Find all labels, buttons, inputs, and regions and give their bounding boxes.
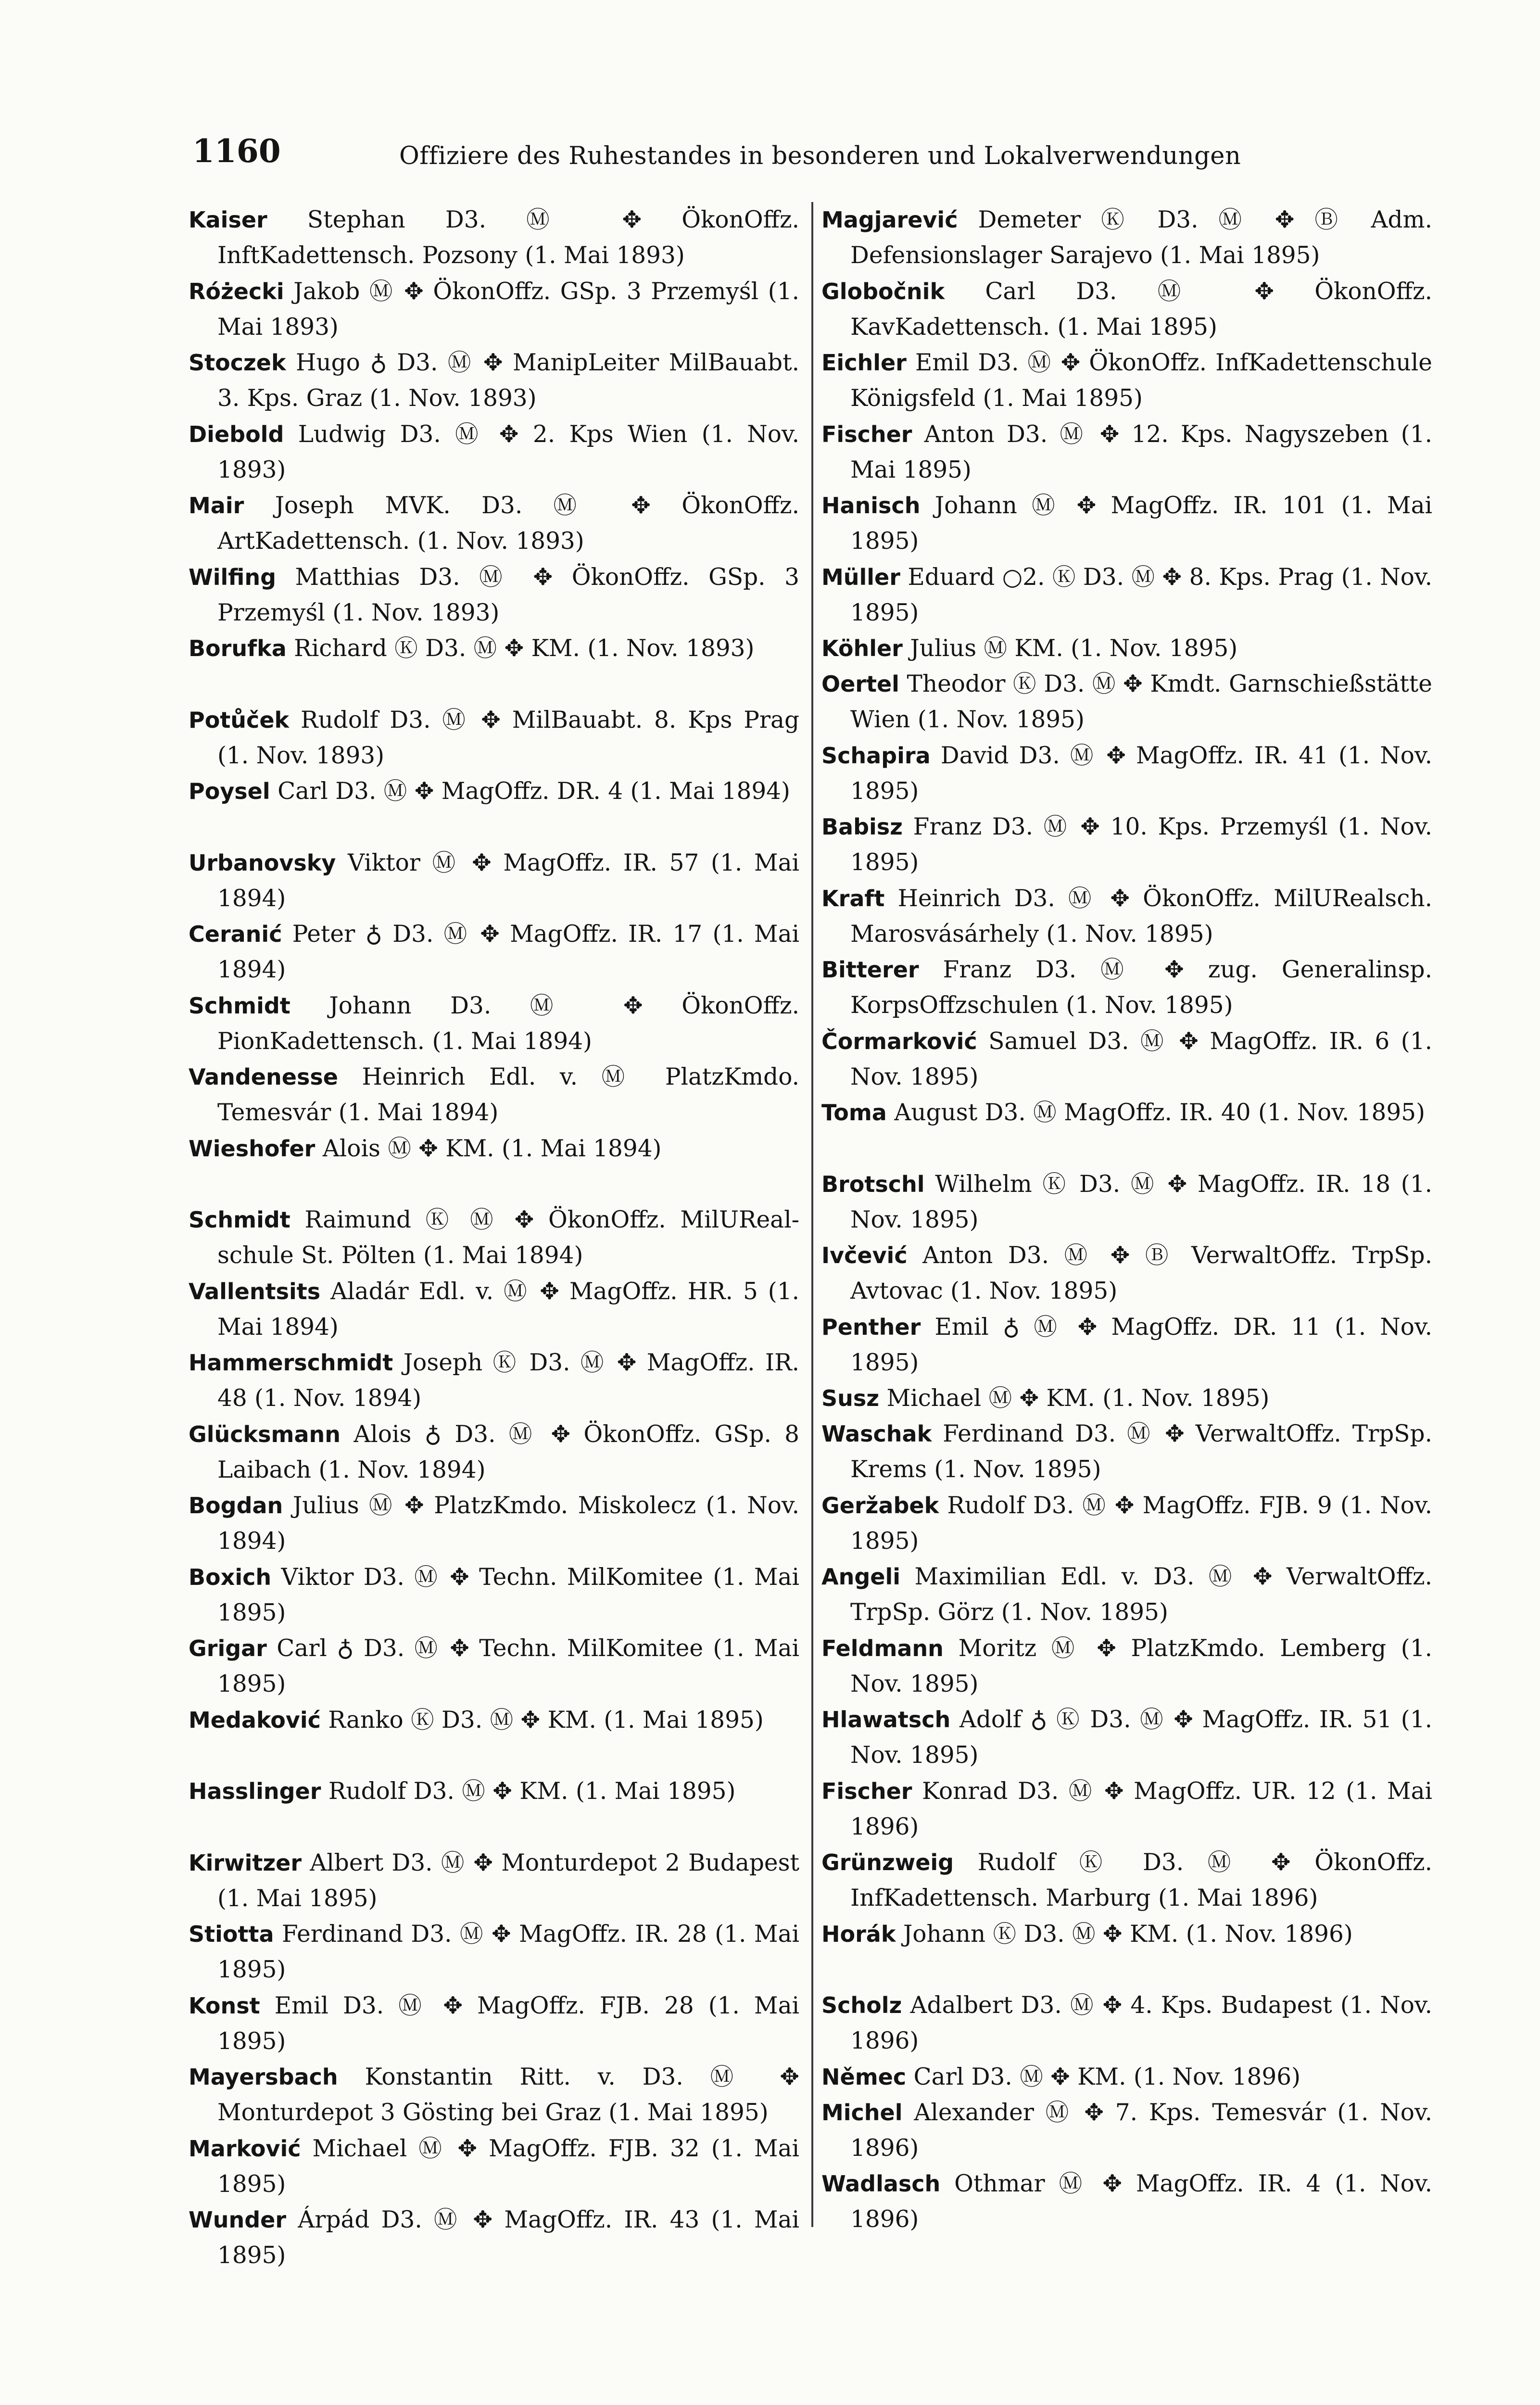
officer-surname: Müller — [821, 564, 900, 590]
officer-details: Konrad D3. Ⓜ ✥ MagOffz. UR. 12 (1. Mai 1896) — [850, 1777, 1432, 1840]
list-item — [821, 345, 1432, 417]
officer-details: Viktor D3. Ⓜ ✥ Techn. MilKomitee (1. Mai 1895) — [217, 1563, 799, 1626]
officer-details: Julius Ⓜ KM. (1. Nov. 1895) — [910, 635, 1238, 662]
list-item — [821, 1916, 1432, 1988]
officer-details: Othmar Ⓜ ✥ MagOffz. IR. 4 (1. Nov. 1896) — [850, 2170, 1432, 2233]
officer-surname: Potůček — [189, 707, 290, 733]
officer-details: Michael Ⓜ ✥ MagOffz. FJB. 32 (1. Mai 1895) — [217, 2135, 799, 2198]
officer-details: Joseph MVK. D3. Ⓜ ✥ ÖkonOffz. ArtKadettensch. (1. Nov. 1893) — [217, 492, 799, 555]
list-item — [189, 1773, 799, 1845]
officer-surname: Brotschl — [821, 1171, 925, 1197]
officer-surname: Feldmann — [821, 1635, 944, 1661]
officer-surname: Vallentsits — [189, 1278, 321, 1304]
officer-surname: Hasslinger — [189, 1778, 321, 1804]
list-item — [821, 2095, 1432, 2166]
officer-surname: Köhler — [821, 635, 903, 661]
list-item — [821, 417, 1432, 488]
officer-details: Rudolf D3. Ⓜ ✥ KM. (1. Mai 1895) — [328, 1778, 736, 1805]
list-item — [821, 274, 1432, 345]
list-item — [821, 1416, 1432, 1488]
officer-surname: Globočnik — [821, 278, 945, 304]
officer-details: Richard Ⓚ D3. Ⓜ ✥ KM. (1. Nov. 1893) — [294, 635, 755, 662]
list-item — [821, 952, 1432, 1024]
officer-details: Adalbert D3. Ⓜ ✥ 4. Kps. Budapest (1. Nov. 1896) — [850, 1992, 1432, 2054]
list-item — [189, 1988, 799, 2060]
list-item — [189, 274, 799, 345]
officer-surname: Wilfing — [189, 564, 277, 590]
officer-details: Carl D3. Ⓜ ✥ MagOffz. DR. 4 (1. Mai 1894) — [278, 778, 790, 805]
list-item — [821, 1095, 1432, 1166]
officer-surname: Hammerschmidt — [189, 1350, 393, 1376]
list-item — [821, 666, 1432, 738]
officer-details: Johann Ⓜ ✥ MagOffz. IR. 101 (1. Mai 1895) — [850, 492, 1432, 555]
officer-surname: Glücksmann — [189, 1421, 341, 1447]
officer-surname: Bitterer — [821, 957, 919, 983]
officer-surname: Kraft — [821, 885, 885, 911]
officer-details: Alois ♁ D3. Ⓜ ✥ ÖkonOffz. GSp. 8 Laibach (1. Nov. 1894) — [217, 1420, 799, 1483]
list-item — [821, 1631, 1432, 1702]
officer-surname: Ceranić — [189, 921, 282, 947]
officer-surname: Hanisch — [821, 493, 921, 519]
officer-surname: Scholz — [821, 1992, 902, 2018]
officer-details: Rudolf Ⓚ D3. Ⓜ ✥ ÖkonOffz. InfKadettensch. Marburg (1. Mai 1896) — [850, 1849, 1432, 1911]
officer-details: Ferdinand D3. Ⓜ ✥ VerwaltOffz. TrpSp. Krems (1. Nov. 1895) — [850, 1420, 1432, 1483]
list-item — [189, 916, 799, 988]
officer-details: Aladár Edl. v. Ⓜ ✥ MagOffz. HR. 5 (1. Mai 1894) — [217, 1278, 799, 1341]
officer-details: Samuel D3. Ⓜ ✥ MagOffz. IR. 6 (1. Nov. 1895) — [850, 1027, 1432, 1090]
officer-details: Heinrich Edl. v. Ⓜ PlatzKmdo. Temesvár (1. Mai 1894) — [217, 1063, 799, 1126]
officer-details: Ludwig D3. Ⓜ ✥ 2. Kps Wien (1. Nov. 1893) — [217, 420, 799, 483]
list-item — [189, 845, 799, 917]
list-item — [821, 559, 1432, 631]
officer-surname: Marković — [189, 2135, 301, 2162]
officer-surname: Toma — [821, 1100, 887, 1126]
officer-surname: Schmidt — [189, 992, 290, 1019]
officer-surname: Magjarević — [821, 207, 958, 233]
list-item — [821, 1380, 1432, 1416]
officer-details: Maximilian Edl. v. D3. Ⓜ ✥ VerwaltOffz. TrpSp. Görz (1. Nov. 1895) — [850, 1563, 1432, 1626]
officer-details: Emil D3. Ⓜ ✥ ÖkonOffz. InfKadettenschule Königsfeld (1. Mai 1895) — [850, 349, 1432, 412]
list-item — [189, 1059, 799, 1131]
list-item — [189, 988, 799, 1060]
officer-surname: Geržabek — [821, 1492, 939, 1519]
list-item — [821, 2059, 1432, 2095]
officer-details: Johann Ⓚ D3. Ⓜ ✥ KM. (1. Nov. 1896) — [903, 1920, 1353, 1948]
officer-details: Ranko Ⓚ D3. Ⓜ ✥ KM. (1. Mai 1895) — [328, 1706, 764, 1734]
officer-surname: Schapira — [821, 742, 931, 769]
officer-surname: Schmidt — [189, 1207, 290, 1233]
officer-details: August D3. Ⓜ MagOffz. IR. 40 (1. Nov. 1895) — [894, 1099, 1426, 1126]
officer-details: Viktor Ⓜ ✥ MagOffz. IR. 57 (1. Mai 1894) — [217, 849, 799, 912]
officer-surname: Kirwitzer — [189, 1849, 302, 1876]
officer-details: Raimund Ⓚ Ⓜ ✥ ÖkonOffz. MilURealschule St. Pölten (1. Mai 1894) — [217, 1206, 799, 1269]
officer-details: Stephan D3. Ⓜ ✥ ÖkonOffz. InftKadettensch. Pozsony (1. Mai 1893) — [217, 206, 799, 269]
list-item — [189, 2131, 799, 2202]
officer-surname: Čormarković — [821, 1028, 977, 1054]
officer-surname: Urbanovsky — [189, 849, 336, 876]
list-item — [821, 1238, 1432, 1309]
officer-surname: Wadlasch — [821, 2171, 941, 2197]
officer-details: Eduard ○2. Ⓚ D3. Ⓜ ✥ 8. Kps. Prag (1. Nov. 1895) — [850, 563, 1432, 626]
officer-surname: Boxich — [189, 1564, 272, 1590]
officer-details: Joseph Ⓚ D3. Ⓜ ✥ MagOffz. IR. 48 (1. Nov. 1894) — [217, 1349, 799, 1412]
officer-surname: Michel — [821, 2099, 903, 2126]
list-item — [189, 1345, 799, 1417]
list-item — [189, 1631, 799, 1702]
officer-surname: Penther — [821, 1314, 921, 1340]
running-title: Offiziere des Ruhestandes in besonderen und Lokalverwendungen — [399, 142, 1241, 170]
officer-details: Anton D3. Ⓜ ✥ 12. Kps. Nagyszeben (1. Mai 1895) — [850, 420, 1432, 483]
officer-details: Albert D3. Ⓜ ✥ Monturdepot 2 Budapest (1. Mai 1895) — [217, 1849, 799, 1912]
officer-surname: Fischer — [821, 421, 912, 447]
officer-details: Rudolf D3. Ⓜ ✥ MagOffz. FJB. 9 (1. Nov. 1895) — [850, 1492, 1432, 1555]
officer-surname: Różecki — [189, 278, 284, 304]
list-item — [821, 1845, 1432, 1916]
officer-details: Ferdinand D3. Ⓜ ✥ MagOffz. IR. 28 (1. Mai 1895) — [217, 1921, 799, 1983]
list-item — [189, 1559, 799, 1631]
list-item — [189, 1916, 799, 1988]
officer-details: Rudolf D3. Ⓜ ✥ MilBauabt. 8. Kps Prag (1. Nov. 1893) — [217, 706, 799, 769]
officer-surname: Hlawatsch — [821, 1707, 951, 1733]
officer-details: Anton D3. Ⓜ ✥ Ⓑ VerwaltOffz. TrpSp. Avtovac (1. Nov. 1895) — [850, 1242, 1432, 1304]
list-item — [821, 631, 1432, 666]
list-item — [189, 773, 799, 845]
list-item — [189, 1274, 799, 1345]
officer-surname: Eichler — [821, 350, 907, 376]
officer-details: Carl D3. Ⓜ ✥ KM. (1. Nov. 1896) — [913, 2063, 1301, 2090]
list-item — [821, 1024, 1432, 1095]
officer-surname: Wieshofer — [189, 1135, 316, 1162]
officer-surname: Bogdan — [189, 1493, 283, 1519]
officer-surname: Angeli — [821, 1564, 901, 1590]
officer-details: Jakob Ⓜ ✥ ÖkonOffz. GSp. 3 Przemyśl (1. Mai 1893) — [217, 278, 799, 341]
officer-surname: Konst — [189, 1992, 260, 2019]
officer-surname: Stiotta — [189, 1921, 274, 1947]
list-item — [821, 1309, 1432, 1381]
list-item — [821, 738, 1432, 810]
list-item — [189, 417, 799, 488]
list-item — [821, 202, 1432, 274]
officer-surname: Oertel — [821, 671, 899, 697]
officer-surname: Grünzweig — [821, 1849, 954, 1875]
list-item — [189, 631, 799, 702]
officer-surname: Poysel — [189, 778, 270, 804]
officer-details: Adolf ♁ Ⓚ D3. Ⓜ ✥ MagOffz. IR. 51 (1. Nov. 1895) — [850, 1706, 1432, 1769]
list-item — [821, 1773, 1432, 1845]
list-item — [189, 345, 799, 417]
list-item — [189, 2202, 799, 2274]
officer-details: Konstantin Ritt. v. D3. Ⓜ ✥ Monturdepot 3 Gösting bei Graz (1. Mai 1895) — [217, 2063, 799, 2126]
officer-surname: Vandenesse — [189, 1064, 338, 1090]
list-item — [189, 202, 799, 274]
officer-details: Johann D3. Ⓜ ✥ ÖkonOffz. PionKadettensch. (1. Mai 1894) — [217, 992, 799, 1055]
list-item — [189, 1202, 799, 1274]
officer-details: Peter ♁ D3. Ⓜ ✥ MagOffz. IR. 17 (1. Mai 1894) — [217, 921, 799, 983]
column-divider — [811, 202, 813, 2227]
officer-details: Franz D3. Ⓜ ✥ zug. Generalinsp. KorpsOffzschulen (1. Nov. 1895) — [850, 956, 1432, 1019]
list-item — [189, 1702, 799, 1774]
list-item — [189, 702, 799, 774]
officer-surname: Mair — [189, 493, 244, 519]
officer-surname: Waschak — [821, 1421, 932, 1447]
page-header — [192, 132, 1241, 180]
left-column — [189, 202, 799, 2274]
page-number: 1160 — [192, 132, 281, 170]
list-item — [821, 881, 1432, 952]
list-item — [821, 1488, 1432, 1559]
officer-surname: Grigar — [189, 1635, 267, 1661]
officer-surname: Susz — [821, 1385, 880, 1411]
officer-surname: Borufka — [189, 635, 287, 661]
officer-details: Alexander Ⓜ ✥ 7. Kps. Temesvár (1. Nov. 1896) — [850, 2099, 1432, 2162]
list-item — [189, 1488, 799, 1559]
officer-surname: Horák — [821, 1921, 896, 1947]
officer-surname: Kaiser — [189, 207, 267, 233]
officer-details: Hugo ♁ D3. Ⓜ ✥ ManipLeiter MilBauabt. 3. Kps. Graz (1. Nov. 1893) — [217, 349, 799, 412]
officer-details: Matthias D3. Ⓜ ✥ ÖkonOffz. GSp. 3 Przemyśl (1. Nov. 1893) — [217, 563, 799, 626]
officer-details: Alois Ⓜ ✥ KM. (1. Mai 1894) — [322, 1135, 662, 1162]
officer-details: Árpád D3. Ⓜ ✥ MagOffz. IR. 43 (1. Mai 1895) — [217, 2206, 799, 2269]
officer-details: Emil ♁ Ⓜ ✥ MagOffz. DR. 11 (1. Nov. 1895) — [850, 1313, 1432, 1376]
officer-details: Michael Ⓜ ✥ KM. (1. Nov. 1895) — [886, 1385, 1270, 1412]
officer-surname: Medaković — [189, 1707, 321, 1733]
list-item — [821, 1166, 1432, 1238]
list-item — [189, 1845, 799, 1917]
list-item — [821, 488, 1432, 559]
list-item — [821, 1987, 1432, 2059]
officer-details: Wilhelm Ⓚ D3. Ⓜ ✥ MagOffz. IR. 18 (1. Nov. 1895) — [850, 1170, 1432, 1233]
officer-details: David D3. Ⓜ ✥ MagOffz. IR. 41 (1. Nov. 1895) — [850, 742, 1432, 805]
officer-surname: Babisz — [821, 814, 903, 840]
officer-surname: Wunder — [189, 2207, 287, 2233]
officer-surname: Ivčević — [821, 1242, 908, 1268]
officer-surname: Stoczek — [189, 350, 286, 376]
officer-surname: Diebold — [189, 421, 284, 447]
officer-surname: Němec — [821, 2063, 907, 2090]
list-item — [821, 1559, 1432, 1631]
officer-details: Franz D3. Ⓜ ✥ 10. Kps. Przemyśl (1. Nov. 1895) — [850, 813, 1432, 876]
right-column — [821, 202, 1432, 2238]
officer-details: Emil D3. Ⓜ ✥ MagOffz. FJB. 28 (1. Mai 1895) — [217, 1992, 799, 2055]
officer-surname: Fischer — [821, 1778, 912, 1804]
officer-details: Demeter Ⓚ D3. Ⓜ ✥ Ⓑ Adm. Defensionslager Sarajevo (1. Mai 1895) — [850, 206, 1432, 269]
list-item — [189, 488, 799, 559]
list-item — [189, 559, 799, 631]
officer-details: Theodor Ⓚ D3. Ⓜ ✥ Kmdt. Garnschießstätte Wien (1. Nov. 1895) — [850, 671, 1432, 733]
officer-details: Julius Ⓜ ✥ PlatzKmdo. Miskolecz (1. Nov. 1894) — [217, 1492, 799, 1555]
list-item — [821, 809, 1432, 881]
officer-details: Carl ♁ D3. Ⓜ ✥ Techn. MilKomitee (1. Mai 1895) — [217, 1635, 799, 1697]
list-item — [189, 2059, 799, 2131]
officer-details: Moritz Ⓜ ✥ PlatzKmdo. Lemberg (1. Nov. 1895) — [850, 1634, 1432, 1697]
list-item — [189, 1417, 799, 1488]
list-item — [189, 1131, 799, 1202]
list-item — [821, 1702, 1432, 1773]
officer-details: Heinrich D3. Ⓜ ✥ ÖkonOffz. MilURealsch. Marosvásárhely (1. Nov. 1895) — [850, 885, 1432, 948]
officer-details: Carl D3. Ⓜ ✥ ÖkonOffz. KavKadettensch. (1. Mai 1895) — [850, 278, 1432, 341]
list-item — [821, 2166, 1432, 2238]
officer-surname: Mayersbach — [189, 2064, 338, 2090]
